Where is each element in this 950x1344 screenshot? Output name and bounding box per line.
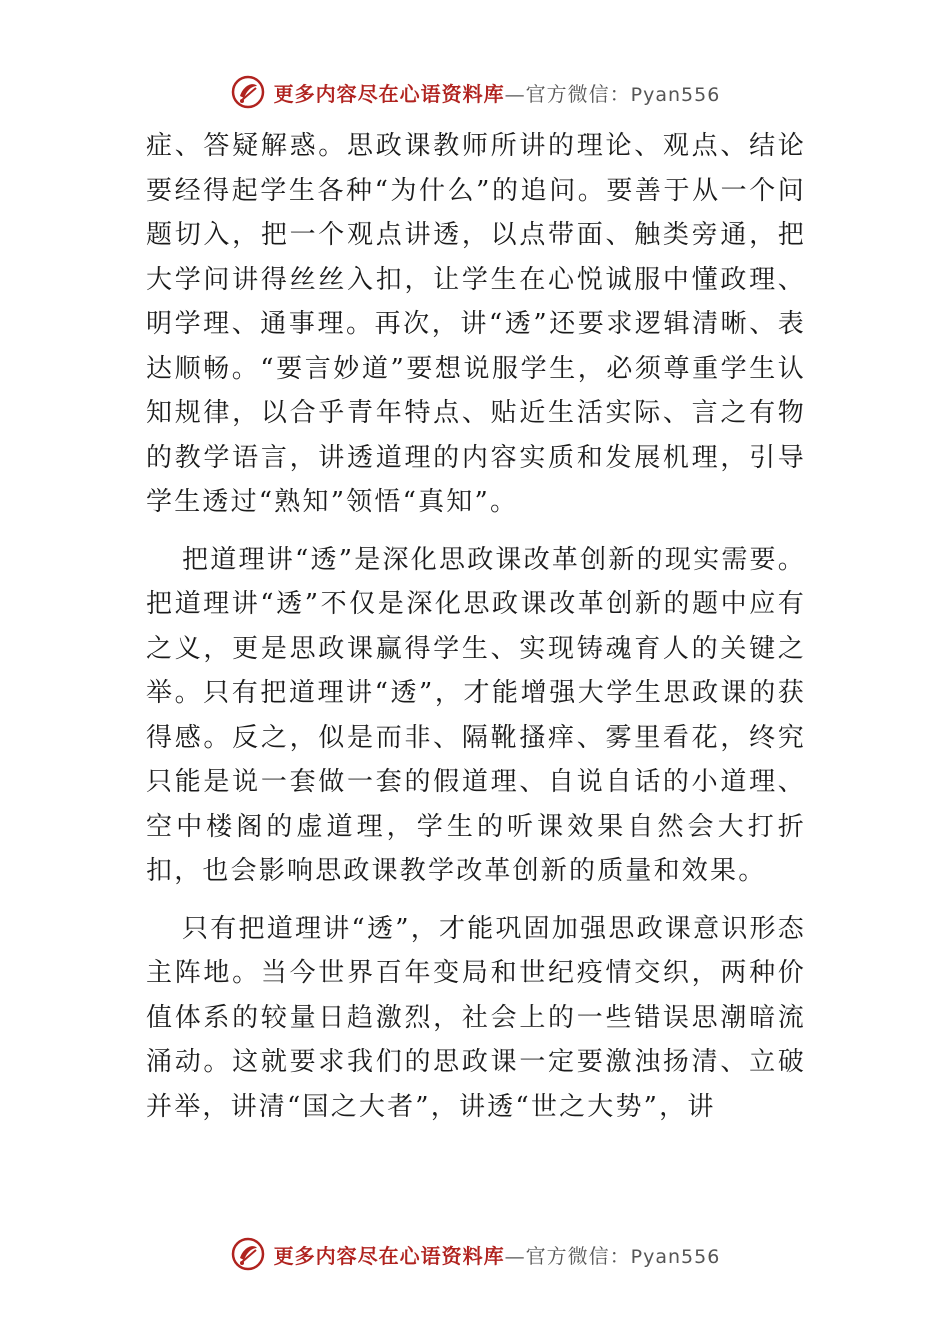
watermark-brand: 更多内容尽在心语资料库	[273, 81, 505, 106]
watermark-account-label: 官方微信：	[525, 81, 631, 106]
header-watermark	[0, 72, 950, 112]
paragraph-1: 症、答疑解惑。思政课教师所讲的理论、观点、结论要经得起学生各种“为什么”的追问。要善于从一个问题切入，把一个观点讲透，以点带面、触类旁通，把大学问讲得丝丝入扣，让学生在心悦诚服中懂政理、明学理、通事理。再次，讲“透”还要求逻辑清晰、表达顺畅。“要言妙道”要想说服学生，必须尊重学生认知规律，以合乎青年特点、贴近生活实际、言之有物的教学语言，讲透道理的内容实质和发展机理，引导学生透过“熟知”领悟“真知”。	[146, 131, 806, 517]
watermark-dash: —	[504, 1243, 526, 1268]
document-body	[146, 124, 806, 1129]
brand-logo-icon	[230, 1236, 266, 1272]
watermark-text	[274, 78, 721, 107]
watermark-account-id: Pyan556	[630, 1245, 721, 1268]
watermark-dash: —	[504, 81, 526, 106]
watermark-account-label: 官方微信：	[525, 1243, 631, 1268]
watermark-text	[274, 1240, 721, 1269]
watermark-brand: 更多内容尽在心语资料库	[273, 1243, 505, 1268]
paragraph-3: 只有把道理讲“透”，才能巩固加强思政课意识形态主阵地。当今世界百年变局和世纪疫情交织，两种价值体系的较量日趋激烈，社会上的一些错误思潮暗流涌动。这就要求我们的思政课一定要激浊扬清、立破并举，讲清“国之大者”，讲透“世之大势”，讲	[146, 913, 806, 1122]
brand-logo-icon	[230, 74, 266, 110]
footer-watermark	[0, 1234, 950, 1274]
watermark-account-id: Pyan556	[630, 83, 721, 106]
paragraph-2: 把道理讲“透”是深化思政课改革创新的现实需要。把道理讲“透”不仅是深化思政课改革创新的题中应有之义，更是思政课赢得学生、实现铸魂育人的关键之举。只有把道理讲“透”，才能增强大学生思政课的获得感。反之，似是而非、隔靴搔痒、雾里看花，终究只能是说一套做一套的假道理、自说自话的小道理、空中楼阁的虚道理，学生的听课效果自然会大打折扣，也会影响思政课教学改革创新的质量和效果。	[146, 544, 806, 886]
